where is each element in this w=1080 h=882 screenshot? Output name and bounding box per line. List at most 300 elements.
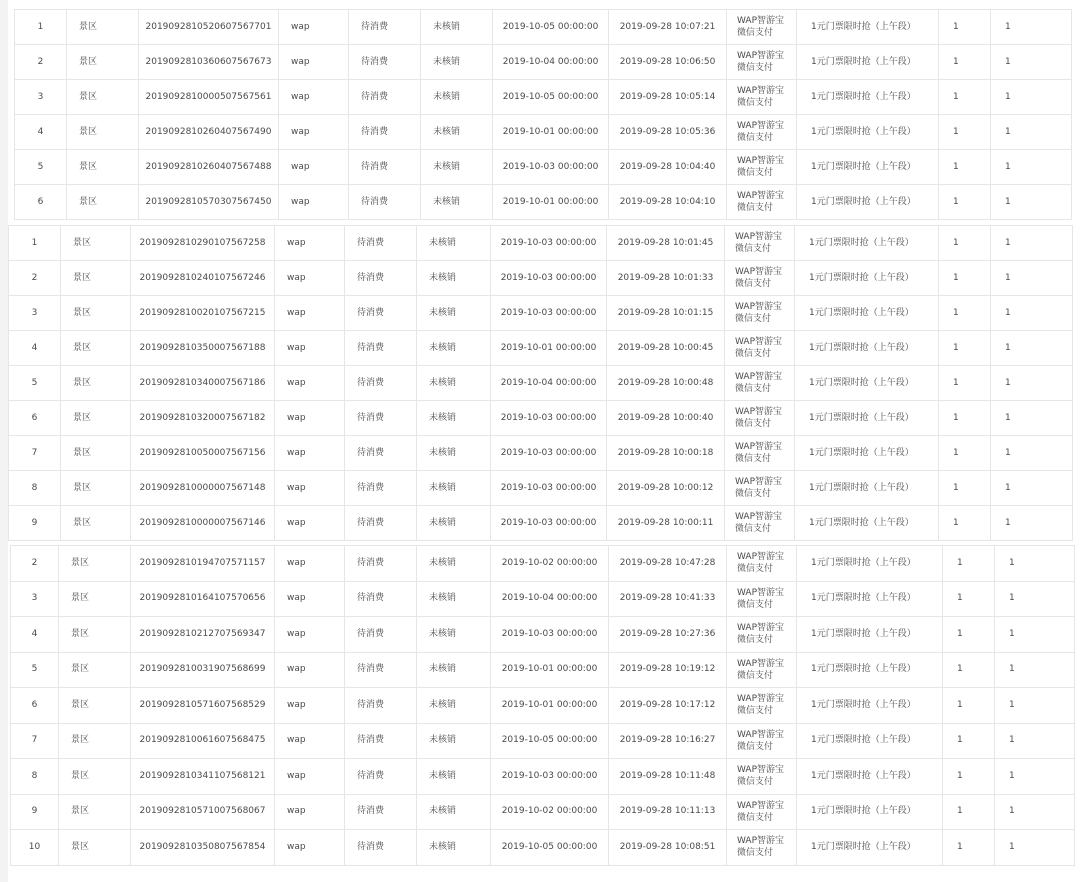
order-number-cell: 2019092810260407567488 xyxy=(139,150,279,185)
table-row[interactable] xyxy=(11,794,1075,830)
order-time-cell: 2019-09-28 10:11:48 xyxy=(609,759,727,795)
status-cell: 待消费 xyxy=(345,401,417,436)
order-number-cell: 2019092810341107568121 xyxy=(131,759,275,795)
use-date-cell: 2019-10-03 00:00:00 xyxy=(491,471,607,506)
quantity-cell: 1 xyxy=(939,261,991,296)
row-index: 8 xyxy=(9,471,61,506)
payment-gateway: WAP智游宝 xyxy=(737,51,784,61)
status-cell: 待消费 xyxy=(345,331,417,366)
row-index: 10 xyxy=(11,830,59,866)
product-cell: 1元门票限时抢（上午段） xyxy=(797,723,943,759)
quantity-cell: 1 xyxy=(939,115,991,150)
table-body xyxy=(9,226,1073,541)
row-index: 2 xyxy=(11,546,59,582)
payment-method: 微信支付 xyxy=(735,384,772,394)
payment-method: 微信支付 xyxy=(737,168,774,178)
payment-gateway: WAP智游宝 xyxy=(737,836,784,847)
table-row[interactable] xyxy=(11,617,1075,653)
channel-cell: wap xyxy=(275,617,345,653)
table-row[interactable] xyxy=(9,366,1073,401)
use-date-cell: 2019-10-03 00:00:00 xyxy=(491,506,607,541)
channel-cell: wap xyxy=(275,331,345,366)
quantity-cell: 1 xyxy=(939,436,991,471)
verify-cell: 未核销 xyxy=(417,331,491,366)
amount-cell: 1 xyxy=(991,261,1073,296)
row-index: 6 xyxy=(9,401,61,436)
payment-cell xyxy=(725,226,795,261)
amount-cell: 1 xyxy=(995,794,1075,830)
order-time-cell: 2019-09-28 10:04:10 xyxy=(609,185,727,220)
scenic-cell: 景区 xyxy=(61,226,131,261)
order-number-cell: 2019092810570307567450 xyxy=(139,185,279,220)
scenic-cell: 景区 xyxy=(59,546,131,582)
scenic-cell: 景区 xyxy=(61,436,131,471)
order-number-cell: 2019092810360607567673 xyxy=(139,45,279,80)
payment-method: 微信支付 xyxy=(735,524,772,534)
order-time-cell: 2019-09-28 10:16:27 xyxy=(609,723,727,759)
order-time-cell: 2019-09-28 10:00:18 xyxy=(607,436,725,471)
quantity-cell: 1 xyxy=(943,581,995,617)
status-cell: 待消费 xyxy=(345,366,417,401)
payment-gateway: WAP智游宝 xyxy=(735,477,782,487)
amount-cell: 1 xyxy=(991,471,1073,506)
verify-cell: 未核销 xyxy=(417,261,491,296)
order-number-cell: 2019092810571607568529 xyxy=(131,688,275,724)
table-row[interactable] xyxy=(9,261,1073,296)
quantity-cell: 1 xyxy=(939,366,991,401)
amount-cell: 1 xyxy=(991,150,1072,185)
order-table-middle xyxy=(8,225,1073,541)
status-cell: 待消费 xyxy=(349,45,421,80)
order-time-cell: 2019-09-28 10:00:11 xyxy=(607,506,725,541)
payment-method: 微信支付 xyxy=(735,419,772,429)
amount-cell: 1 xyxy=(995,688,1075,724)
use-date-cell: 2019-10-03 00:00:00 xyxy=(491,401,607,436)
product-cell: 1元门票限时抢（上午段） xyxy=(797,830,943,866)
quantity-cell: 1 xyxy=(939,185,991,220)
table-row[interactable] xyxy=(11,723,1075,759)
verify-cell: 未核销 xyxy=(417,436,491,471)
status-cell: 待消费 xyxy=(345,471,417,506)
use-date-cell: 2019-10-04 00:00:00 xyxy=(493,45,609,80)
payment-cell xyxy=(727,759,797,795)
status-cell: 待消费 xyxy=(349,115,421,150)
channel-cell: wap xyxy=(275,652,345,688)
row-index: 3 xyxy=(11,581,59,617)
table-row[interactable] xyxy=(15,45,1072,80)
channel-cell: wap xyxy=(275,261,345,296)
order-number-cell: 2019092810571007568067 xyxy=(131,794,275,830)
use-date-cell: 2019-10-05 00:00:00 xyxy=(493,80,609,115)
status-cell: 待消费 xyxy=(345,506,417,541)
row-index: 9 xyxy=(9,506,61,541)
payment-cell xyxy=(725,436,795,471)
amount-cell: 1 xyxy=(991,226,1073,261)
channel-cell: wap xyxy=(279,45,349,80)
scenic-cell: 景区 xyxy=(59,652,131,688)
channel-cell: wap xyxy=(275,581,345,617)
row-index: 6 xyxy=(15,185,67,220)
verify-cell: 未核销 xyxy=(421,45,493,80)
order-time-cell: 2019-09-28 10:01:15 xyxy=(607,296,725,331)
use-date-cell: 2019-10-01 00:00:00 xyxy=(491,652,609,688)
payment-cell xyxy=(725,471,795,506)
payment-cell xyxy=(725,401,795,436)
payment-cell xyxy=(725,506,795,541)
payment-method: 微信支付 xyxy=(737,564,774,575)
payment-cell xyxy=(727,652,797,688)
verify-cell: 未核销 xyxy=(417,296,491,331)
verify-cell: 未核销 xyxy=(417,366,491,401)
payment-gateway: WAP智游宝 xyxy=(735,407,782,417)
payment-method: 微信支付 xyxy=(735,489,772,499)
verify-cell: 未核销 xyxy=(421,10,493,45)
payment-method: 微信支付 xyxy=(737,63,774,73)
order-time-cell: 2019-09-28 10:41:33 xyxy=(609,581,727,617)
payment-gateway: WAP智游宝 xyxy=(737,191,784,201)
table-body xyxy=(11,546,1075,866)
amount-cell: 1 xyxy=(991,506,1073,541)
quantity-cell: 1 xyxy=(939,331,991,366)
order-table-top xyxy=(14,9,1072,220)
payment-gateway: WAP智游宝 xyxy=(735,232,782,242)
payment-cell xyxy=(727,617,797,653)
channel-cell: wap xyxy=(275,794,345,830)
product-cell: 1元门票限时抢（上午段） xyxy=(797,652,943,688)
use-date-cell: 2019-10-02 00:00:00 xyxy=(491,794,609,830)
verify-cell: 未核销 xyxy=(421,115,493,150)
scenic-cell: 景区 xyxy=(67,10,139,45)
table-body xyxy=(15,10,1072,220)
amount-cell: 1 xyxy=(991,296,1073,331)
payment-cell xyxy=(727,723,797,759)
payment-method: 微信支付 xyxy=(737,741,774,752)
order-number-cell: 2019092810350007567188 xyxy=(131,331,275,366)
payment-cell xyxy=(727,688,797,724)
order-number-cell: 2019092810000507567561 xyxy=(139,80,279,115)
payment-gateway: WAP智游宝 xyxy=(737,765,784,776)
payment-gateway: WAP智游宝 xyxy=(737,587,784,598)
status-cell: 待消费 xyxy=(345,723,417,759)
table-row[interactable] xyxy=(15,185,1072,220)
payment-cell xyxy=(725,331,795,366)
product-cell: 1元门票限时抢（上午段） xyxy=(795,506,939,541)
row-index: 7 xyxy=(9,436,61,471)
order-number-cell: 2019092810164107570656 xyxy=(131,581,275,617)
verify-cell: 未核销 xyxy=(417,226,491,261)
product-cell: 1元门票限时抢（上午段） xyxy=(795,366,939,401)
table-row[interactable] xyxy=(9,401,1073,436)
scenic-cell: 景区 xyxy=(61,296,131,331)
quantity-cell: 1 xyxy=(939,296,991,331)
payment-cell xyxy=(727,581,797,617)
payment-gateway: WAP智游宝 xyxy=(735,512,782,522)
status-cell: 待消费 xyxy=(345,436,417,471)
quantity-cell: 1 xyxy=(939,10,991,45)
scenic-cell: 景区 xyxy=(59,759,131,795)
order-number-cell: 2019092810000007567148 xyxy=(131,471,275,506)
verify-cell: 未核销 xyxy=(417,581,491,617)
channel-cell: wap xyxy=(279,10,349,45)
row-index: 5 xyxy=(15,150,67,185)
table-row[interactable] xyxy=(9,226,1073,261)
channel-cell: wap xyxy=(275,830,345,866)
product-cell: 1元门票限时抢（上午段） xyxy=(797,581,943,617)
order-number-cell: 2019092810194707571157 xyxy=(131,546,275,582)
row-index: 4 xyxy=(15,115,67,150)
channel-cell: wap xyxy=(275,401,345,436)
amount-cell: 1 xyxy=(991,401,1073,436)
channel-cell: wap xyxy=(279,115,349,150)
order-number-cell: 2019092810000007567146 xyxy=(131,506,275,541)
payment-method: 微信支付 xyxy=(737,133,774,143)
table-row[interactable] xyxy=(9,471,1073,506)
amount-cell: 1 xyxy=(991,115,1072,150)
payment-cell xyxy=(725,366,795,401)
payment-cell xyxy=(725,261,795,296)
status-cell: 待消费 xyxy=(345,652,417,688)
table-row[interactable] xyxy=(9,296,1073,331)
verify-cell: 未核销 xyxy=(417,830,491,866)
table-row[interactable] xyxy=(15,115,1072,150)
product-cell: 1元门票限时抢（上午段） xyxy=(797,80,939,115)
scenic-cell: 景区 xyxy=(67,150,139,185)
use-date-cell: 2019-10-03 00:00:00 xyxy=(491,759,609,795)
order-time-cell: 2019-09-28 10:00:48 xyxy=(607,366,725,401)
payment-method: 微信支付 xyxy=(737,706,774,717)
verify-cell: 未核销 xyxy=(421,80,493,115)
table-row[interactable] xyxy=(11,688,1075,724)
scenic-cell: 景区 xyxy=(61,401,131,436)
row-index: 4 xyxy=(9,331,61,366)
payment-cell xyxy=(727,115,797,150)
quantity-cell: 1 xyxy=(943,652,995,688)
quantity-cell: 1 xyxy=(939,401,991,436)
order-number-cell: 2019092810031907568699 xyxy=(131,652,275,688)
row-index: 5 xyxy=(9,366,61,401)
table-row[interactable] xyxy=(11,759,1075,795)
quantity-cell: 1 xyxy=(943,688,995,724)
status-cell: 待消费 xyxy=(345,759,417,795)
channel-cell: wap xyxy=(275,226,345,261)
amount-cell: 1 xyxy=(991,80,1072,115)
row-index: 9 xyxy=(11,794,59,830)
product-cell: 1元门票限时抢（上午段） xyxy=(797,10,939,45)
use-date-cell: 2019-10-05 00:00:00 xyxy=(493,10,609,45)
table-row[interactable] xyxy=(9,506,1073,541)
channel-cell: wap xyxy=(279,185,349,220)
payment-cell xyxy=(727,830,797,866)
payment-gateway: WAP智游宝 xyxy=(737,729,784,740)
status-cell: 待消费 xyxy=(345,830,417,866)
table-row[interactable] xyxy=(9,331,1073,366)
payment-method: 微信支付 xyxy=(737,28,774,38)
use-date-cell: 2019-10-01 00:00:00 xyxy=(493,115,609,150)
order-time-cell: 2019-09-28 10:05:14 xyxy=(609,80,727,115)
payment-method: 微信支付 xyxy=(737,777,774,788)
product-cell: 1元门票限时抢（上午段） xyxy=(795,401,939,436)
row-index: 1 xyxy=(9,226,61,261)
verify-cell: 未核销 xyxy=(417,652,491,688)
order-time-cell: 2019-09-28 10:00:12 xyxy=(607,471,725,506)
table-row[interactable] xyxy=(9,436,1073,471)
table-row[interactable] xyxy=(11,652,1075,688)
status-cell: 待消费 xyxy=(345,226,417,261)
order-time-cell: 2019-09-28 10:19:12 xyxy=(609,652,727,688)
use-date-cell: 2019-10-01 00:00:00 xyxy=(493,185,609,220)
verify-cell: 未核销 xyxy=(417,506,491,541)
product-cell: 1元门票限时抢（上午段） xyxy=(795,331,939,366)
table-row[interactable] xyxy=(15,10,1072,45)
order-number-cell: 2019092810350807567854 xyxy=(131,830,275,866)
channel-cell: wap xyxy=(275,723,345,759)
order-time-cell: 2019-09-28 10:47:28 xyxy=(609,546,727,582)
quantity-cell: 1 xyxy=(943,723,995,759)
quantity-cell: 1 xyxy=(939,471,991,506)
payment-method: 微信支付 xyxy=(737,670,774,681)
use-date-cell: 2019-10-04 00:00:00 xyxy=(491,581,609,617)
use-date-cell: 2019-10-03 00:00:00 xyxy=(491,617,609,653)
payment-cell xyxy=(727,546,797,582)
payment-method: 微信支付 xyxy=(735,349,772,359)
scenic-cell: 景区 xyxy=(61,506,131,541)
table-row[interactable] xyxy=(15,80,1072,115)
quantity-cell: 1 xyxy=(939,80,991,115)
order-number-cell: 2019092810320007567182 xyxy=(131,401,275,436)
use-date-cell: 2019-10-01 00:00:00 xyxy=(491,331,607,366)
verify-cell: 未核销 xyxy=(417,794,491,830)
status-cell: 待消费 xyxy=(345,688,417,724)
product-cell: 1元门票限时抢（上午段） xyxy=(795,471,939,506)
payment-gateway: WAP智游宝 xyxy=(735,442,782,452)
order-number-cell: 2019092810212707569347 xyxy=(131,617,275,653)
row-index: 6 xyxy=(11,688,59,724)
payment-gateway: WAP智游宝 xyxy=(737,86,784,96)
channel-cell: wap xyxy=(275,436,345,471)
row-index: 3 xyxy=(9,296,61,331)
order-time-cell: 2019-09-28 10:00:40 xyxy=(607,401,725,436)
product-cell: 1元门票限时抢（上午段） xyxy=(795,296,939,331)
product-cell: 1元门票限时抢（上午段） xyxy=(795,261,939,296)
order-time-cell: 2019-09-28 10:17:12 xyxy=(609,688,727,724)
verify-cell: 未核销 xyxy=(417,546,491,582)
status-cell: 待消费 xyxy=(345,617,417,653)
order-time-cell: 2019-09-28 10:00:45 xyxy=(607,331,725,366)
scenic-cell: 景区 xyxy=(67,115,139,150)
amount-cell: 1 xyxy=(995,652,1075,688)
amount-cell: 1 xyxy=(991,10,1072,45)
table-row[interactable] xyxy=(15,150,1072,185)
product-cell: 1元门票限时抢（上午段） xyxy=(795,436,939,471)
payment-cell xyxy=(727,150,797,185)
amount-cell: 1 xyxy=(991,185,1072,220)
quantity-cell: 1 xyxy=(943,759,995,795)
product-cell: 1元门票限时抢（上午段） xyxy=(795,226,939,261)
amount-cell: 1 xyxy=(991,45,1072,80)
channel-cell: wap xyxy=(275,366,345,401)
payment-method: 微信支付 xyxy=(737,848,774,859)
use-date-cell: 2019-10-05 00:00:00 xyxy=(491,830,609,866)
row-index: 2 xyxy=(15,45,67,80)
verify-cell: 未核销 xyxy=(417,471,491,506)
order-time-cell: 2019-09-28 10:07:21 xyxy=(609,10,727,45)
amount-cell: 1 xyxy=(991,331,1073,366)
scenic-cell: 景区 xyxy=(59,617,131,653)
table-row[interactable] xyxy=(11,830,1075,866)
status-cell: 待消费 xyxy=(349,10,421,45)
payment-gateway: WAP智游宝 xyxy=(737,800,784,811)
order-time-cell: 2019-09-28 10:05:36 xyxy=(609,115,727,150)
channel-cell: wap xyxy=(275,688,345,724)
table-row[interactable] xyxy=(11,581,1075,617)
verify-cell: 未核销 xyxy=(417,688,491,724)
order-number-cell: 2019092810260407567490 xyxy=(139,115,279,150)
scenic-cell: 景区 xyxy=(59,794,131,830)
row-index: 5 xyxy=(11,652,59,688)
row-index: 1 xyxy=(15,10,67,45)
row-index: 2 xyxy=(9,261,61,296)
payment-cell xyxy=(727,794,797,830)
product-cell: 1元门票限时抢（上午段） xyxy=(797,688,943,724)
use-date-cell: 2019-10-04 00:00:00 xyxy=(491,366,607,401)
table-row[interactable] xyxy=(11,546,1075,582)
channel-cell: wap xyxy=(275,546,345,582)
row-index: 4 xyxy=(11,617,59,653)
payment-gateway: WAP智游宝 xyxy=(735,302,782,312)
amount-cell: 1 xyxy=(995,830,1075,866)
use-date-cell: 2019-10-02 00:00:00 xyxy=(491,546,609,582)
order-time-cell: 2019-09-28 10:06:50 xyxy=(609,45,727,80)
order-time-cell: 2019-09-28 10:01:33 xyxy=(607,261,725,296)
quantity-cell: 1 xyxy=(939,226,991,261)
scenic-cell: 景区 xyxy=(61,366,131,401)
quantity-cell: 1 xyxy=(939,45,991,80)
quantity-cell: 1 xyxy=(943,794,995,830)
verify-cell: 未核销 xyxy=(417,759,491,795)
use-date-cell: 2019-10-05 00:00:00 xyxy=(491,723,609,759)
order-number-cell: 2019092810050007567156 xyxy=(131,436,275,471)
payment-cell xyxy=(727,10,797,45)
use-date-cell: 2019-10-01 00:00:00 xyxy=(491,688,609,724)
payment-method: 微信支付 xyxy=(735,244,772,254)
channel-cell: wap xyxy=(275,471,345,506)
use-date-cell: 2019-10-03 00:00:00 xyxy=(491,261,607,296)
product-cell: 1元门票限时抢（上午段） xyxy=(797,546,943,582)
quantity-cell: 1 xyxy=(939,150,991,185)
status-cell: 待消费 xyxy=(345,261,417,296)
order-number-cell: 2019092810520607567701 xyxy=(139,10,279,45)
payment-gateway: WAP智游宝 xyxy=(737,156,784,166)
product-cell: 1元门票限时抢（上午段） xyxy=(797,150,939,185)
payment-gateway: WAP智游宝 xyxy=(737,694,784,705)
verify-cell: 未核销 xyxy=(417,723,491,759)
row-index: 3 xyxy=(15,80,67,115)
amount-cell: 1 xyxy=(991,366,1073,401)
order-time-cell: 2019-09-28 10:01:45 xyxy=(607,226,725,261)
product-cell: 1元门票限时抢（上午段） xyxy=(797,794,943,830)
use-date-cell: 2019-10-03 00:00:00 xyxy=(493,150,609,185)
amount-cell: 1 xyxy=(991,436,1073,471)
verify-cell: 未核销 xyxy=(421,150,493,185)
product-cell: 1元门票限时抢（上午段） xyxy=(797,185,939,220)
payment-gateway: WAP智游宝 xyxy=(735,337,782,347)
channel-cell: wap xyxy=(279,150,349,185)
order-time-cell: 2019-09-28 10:04:40 xyxy=(609,150,727,185)
scenic-cell: 景区 xyxy=(67,185,139,220)
payment-gateway: WAP智游宝 xyxy=(737,552,784,563)
use-date-cell: 2019-10-03 00:00:00 xyxy=(491,226,607,261)
scenic-cell: 景区 xyxy=(61,261,131,296)
